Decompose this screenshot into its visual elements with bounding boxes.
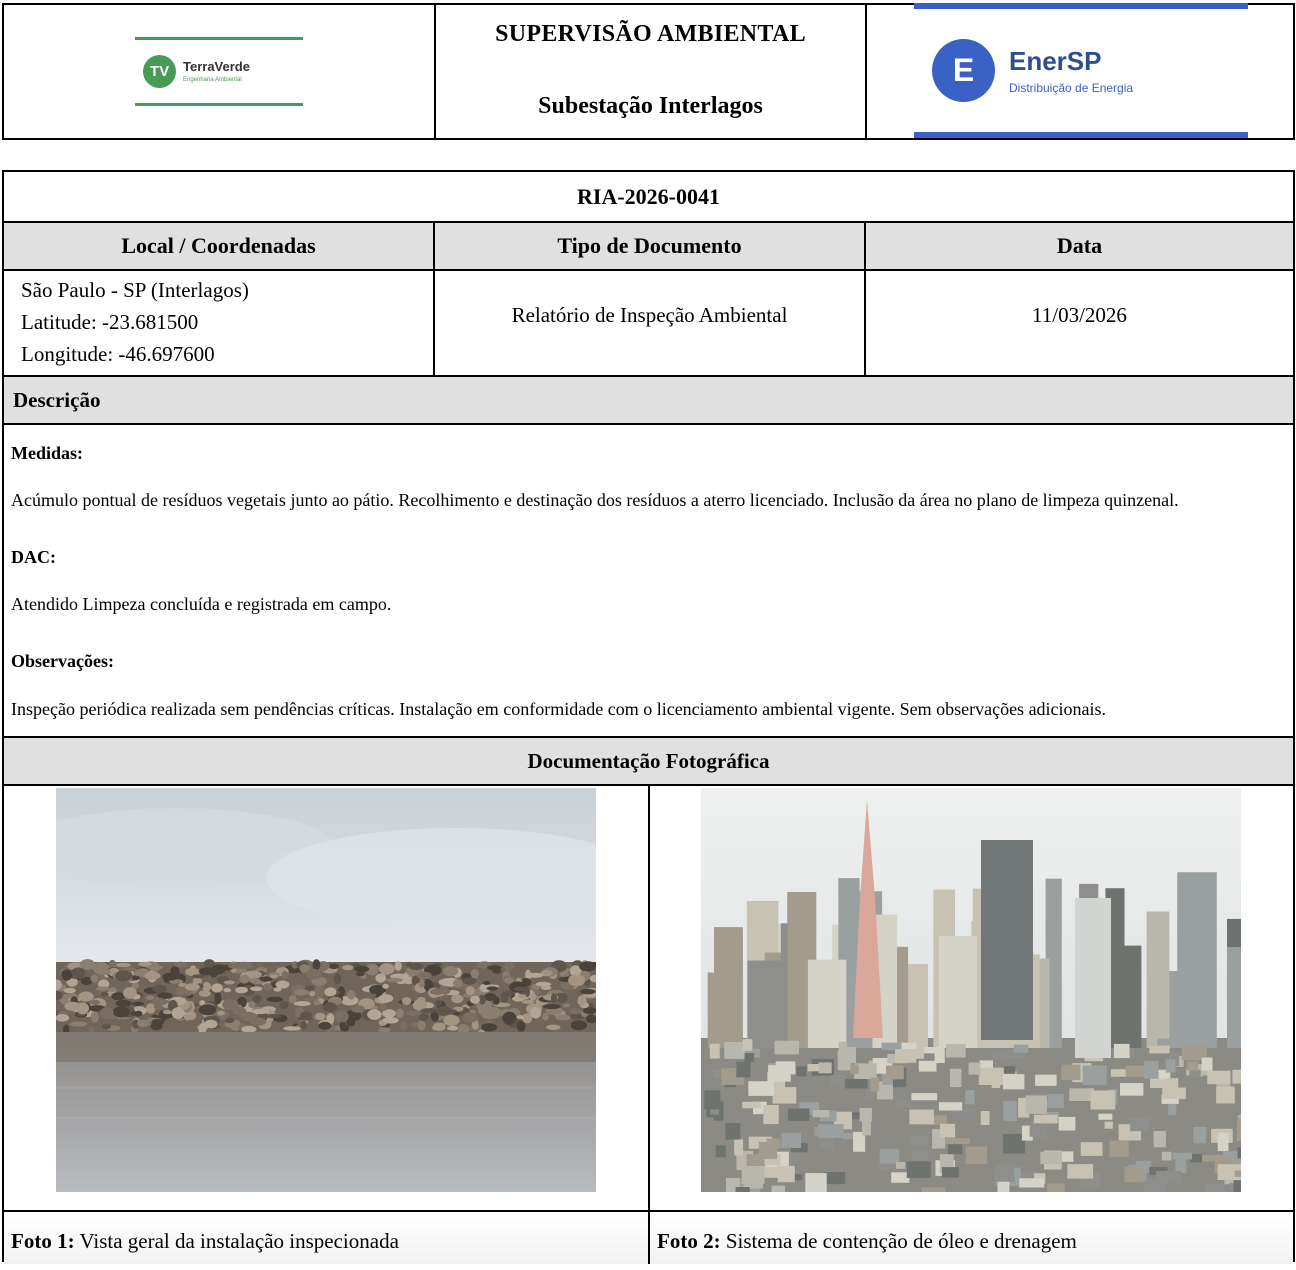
tall-tower (981, 840, 1033, 1040)
city-skyline-photo (701, 788, 1241, 1192)
description-body (4, 425, 1293, 736)
location-latitude: Latitude: -23.681500 (21, 310, 199, 334)
info-row (4, 271, 1293, 375)
terraverde-logo (135, 37, 303, 106)
header-left-logo-cell (4, 5, 434, 138)
document-type-value: Relatório de Inspeção Ambiental (433, 271, 864, 375)
photo-1-cell (4, 786, 648, 1210)
column-header-doc-type: Tipo de Documento (433, 223, 864, 269)
enersp-logo-icon: E (932, 39, 995, 102)
column-header-date: Data (864, 223, 1293, 269)
terraverde-name: TerraVerde (183, 59, 250, 74)
page-subtitle: Subestação Interlagos (538, 93, 763, 119)
photo-2-caption-text: Sistema de contenção de óleo e drenagem (725, 1229, 1077, 1253)
observations-text: Inspeção periódica realizada sem pendências críticas. Instalação em conformidade com o licenciamento ambiental vigente. Sem observações adicionais. (11, 699, 1107, 719)
column-headers (4, 223, 1293, 269)
measures-label: Medidas: (11, 443, 83, 463)
logo-top-rule (135, 37, 303, 40)
terraverde-tagline: Engenharia Ambiental (183, 77, 242, 83)
photo-row (4, 786, 1293, 1210)
date-value: 11/03/2026 (864, 271, 1293, 375)
location-cell (4, 271, 433, 375)
report-table (2, 170, 1295, 1262)
observations-label: Observações: (11, 651, 114, 671)
header-title-cell (434, 5, 865, 138)
report-header (2, 3, 1295, 140)
dac-text: Atendido Limpeza concluída e registrada em campo. (11, 594, 392, 614)
photo-1-label: Foto 1: (11, 1229, 75, 1253)
measures-text: Acúmulo pontual de resíduos vegetais junto ao pátio. Recolhimento e destinação dos resíduos a aterro licenciado. Inclusão da área no plano de limpeza quinzenal. (11, 490, 1179, 510)
location-city: São Paulo - SP (Interlagos) (21, 278, 249, 302)
enersp-tagline: Distribuição de Energia (1009, 81, 1134, 95)
photo-2-caption (648, 1212, 1293, 1264)
logo-top-bar (914, 3, 1248, 9)
photo-2-label: Foto 2: (657, 1229, 721, 1253)
rock-breakwater-photo (56, 788, 596, 1192)
enersp-name: EnerSP (1009, 46, 1102, 76)
page-title: SUPERVISÃO AMBIENTAL (495, 21, 806, 47)
header-right-logo-cell (865, 5, 1293, 138)
white-tower (1075, 898, 1111, 1058)
photo-section-heading: Documentação Fotográfica (4, 738, 1293, 784)
caption-row (4, 1212, 1293, 1264)
dac-label: DAC: (11, 547, 56, 567)
photo-1-caption-text: Vista geral da instalação inspecionada (79, 1229, 399, 1253)
description-heading: Descrição (4, 377, 1293, 423)
logo-bottom-rule (135, 103, 303, 106)
photo-2-cell (648, 786, 1293, 1210)
location-longitude: Longitude: -46.697600 (21, 342, 215, 366)
enersp-logo (914, 3, 1248, 138)
terraverde-logo-icon: TV (143, 55, 176, 88)
document-id: RIA-2026-0041 (577, 184, 720, 209)
column-header-location: Local / Coordenadas (121, 233, 316, 258)
photo-1-caption (4, 1212, 648, 1264)
logo-bottom-bar (914, 132, 1248, 138)
